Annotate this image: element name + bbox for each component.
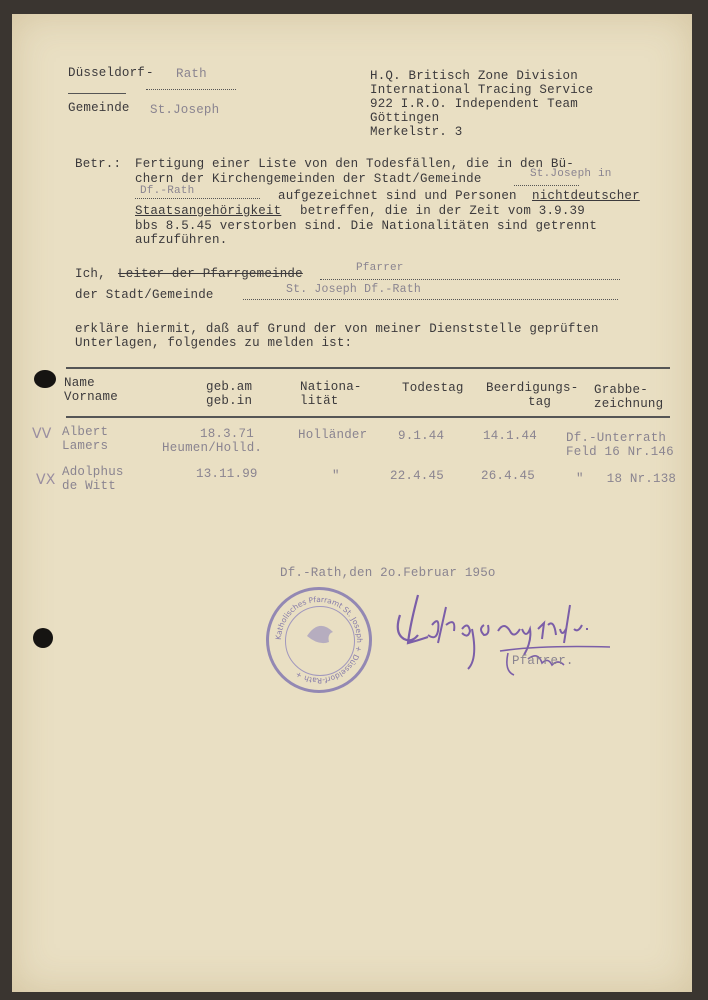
parish-stamp — [266, 587, 372, 693]
cell-burial: 26.4.45 — [481, 469, 535, 483]
cell-first-name: Albert — [62, 425, 109, 439]
subject-label: Betr.: — [75, 157, 122, 171]
stamp-text: Katholisches Pfarramt St. Joseph + Düsseldorf-Rath + — [273, 594, 365, 686]
subject-line-4: betreffen, die in der Zeit vom 3.9.39 — [300, 204, 585, 218]
municipality-label: Gemeinde — [68, 101, 130, 115]
th-grave-1: Grabbe- — [594, 383, 648, 397]
cell-death: 9.1.44 — [398, 429, 445, 443]
subject-line-3: aufgezeichnet sind und Personen — [278, 189, 517, 203]
th-nationality-1: Nationa- — [300, 380, 362, 394]
addressee-line: Göttingen — [370, 111, 440, 125]
declaration-line-2: Unterlagen, folgendes zu melden ist: — [75, 336, 353, 350]
row-mark: VX — [36, 472, 56, 488]
addressee-line: H.Q. Britisch Zone Division — [370, 69, 578, 83]
subject-line-4-underlined: Staatsangehörigkeit — [135, 204, 282, 218]
declaration-title-fill: Pfarrer — [356, 262, 404, 274]
th-born-date: geb.am — [206, 380, 253, 394]
th-burial-2: tag — [528, 395, 552, 409]
municipality-value: St.Joseph — [150, 103, 220, 117]
cell-first-name: Adolphus — [62, 465, 124, 479]
cell-born-place: Heumen/Holld. — [162, 441, 263, 455]
subject-district-fill: Df.-Rath — [140, 185, 195, 197]
th-burial-1: Beerdigungs- — [486, 381, 579, 395]
declaration-struck: Leiter der Pfarrgemeinde — [118, 267, 303, 281]
declaration-line-1: erkläre hiermit, daß auf Grund der von meiner Dienststelle geprüften — [75, 322, 599, 336]
th-nationality-2: lität — [300, 394, 339, 408]
subject-parish-fill: St.Joseph in — [530, 168, 612, 180]
th-grave-2: zeichnung — [594, 397, 664, 411]
cell-last-name: Lamers — [62, 439, 109, 453]
subject-line-1: Fertigung einer Liste von den Todesfällen, die in den Bü- — [135, 157, 574, 171]
th-vorname: Vorname — [64, 390, 118, 404]
cell-burial: 14.1.44 — [483, 429, 537, 443]
addressee-line: Merkelstr. 3 — [370, 125, 463, 139]
header-city: Düsseldorf — [68, 66, 146, 80]
th-death: Todestag — [402, 381, 464, 395]
signature-title: Pfarrer. — [512, 654, 574, 668]
cell-grave: Feld 16 Nr.146 — [566, 445, 674, 459]
cell-born-date: 13.11.99 — [196, 467, 258, 481]
cell-last-name: de Witt — [62, 479, 116, 493]
header-district-rule — [68, 93, 126, 94]
punch-hole-bottom — [33, 628, 53, 648]
table-top-rule — [66, 367, 670, 369]
th-name: Name — [64, 376, 95, 390]
declaration-city-label: der Stadt/Gemeinde — [75, 288, 214, 302]
cell-nationality: Holländer — [298, 428, 368, 442]
row-mark: VV — [32, 426, 52, 442]
subject-line-6: aufzuführen. — [135, 233, 228, 247]
header-dots — [146, 89, 236, 90]
cell-grave: " 18 Nr.138 — [576, 472, 677, 486]
declaration-city-fill: St. Joseph Df.-Rath — [286, 283, 421, 296]
cell-grave: Df.-Unterrath — [566, 431, 667, 445]
subject-line-3-underlined: nichtdeutscher — [532, 189, 640, 203]
cell-nationality: " — [332, 469, 340, 483]
declaration-ich: Ich, — [75, 267, 106, 281]
table-header-rule — [66, 416, 670, 418]
place-date: Df.-Rath,den 2o.Februar 195o — [280, 566, 496, 580]
th-born-place: geb.in — [206, 394, 253, 408]
addressee-line: International Tracing Service — [370, 83, 594, 97]
addressee-line: 922 I.R.O. Independent Team — [370, 97, 578, 111]
subject-line-5: bbs 8.5.45 verstorben sind. Die Nationalitäten sind getrennt — [135, 219, 598, 233]
cell-death: 22.4.45 — [390, 469, 444, 483]
cell-born-date: 18.3.71 — [200, 427, 254, 441]
punch-hole-top — [34, 370, 56, 388]
header-district: Rath — [176, 67, 207, 81]
subject-line-2: chern der Kirchengemeinden der Stadt/Gemeinde — [135, 172, 482, 186]
